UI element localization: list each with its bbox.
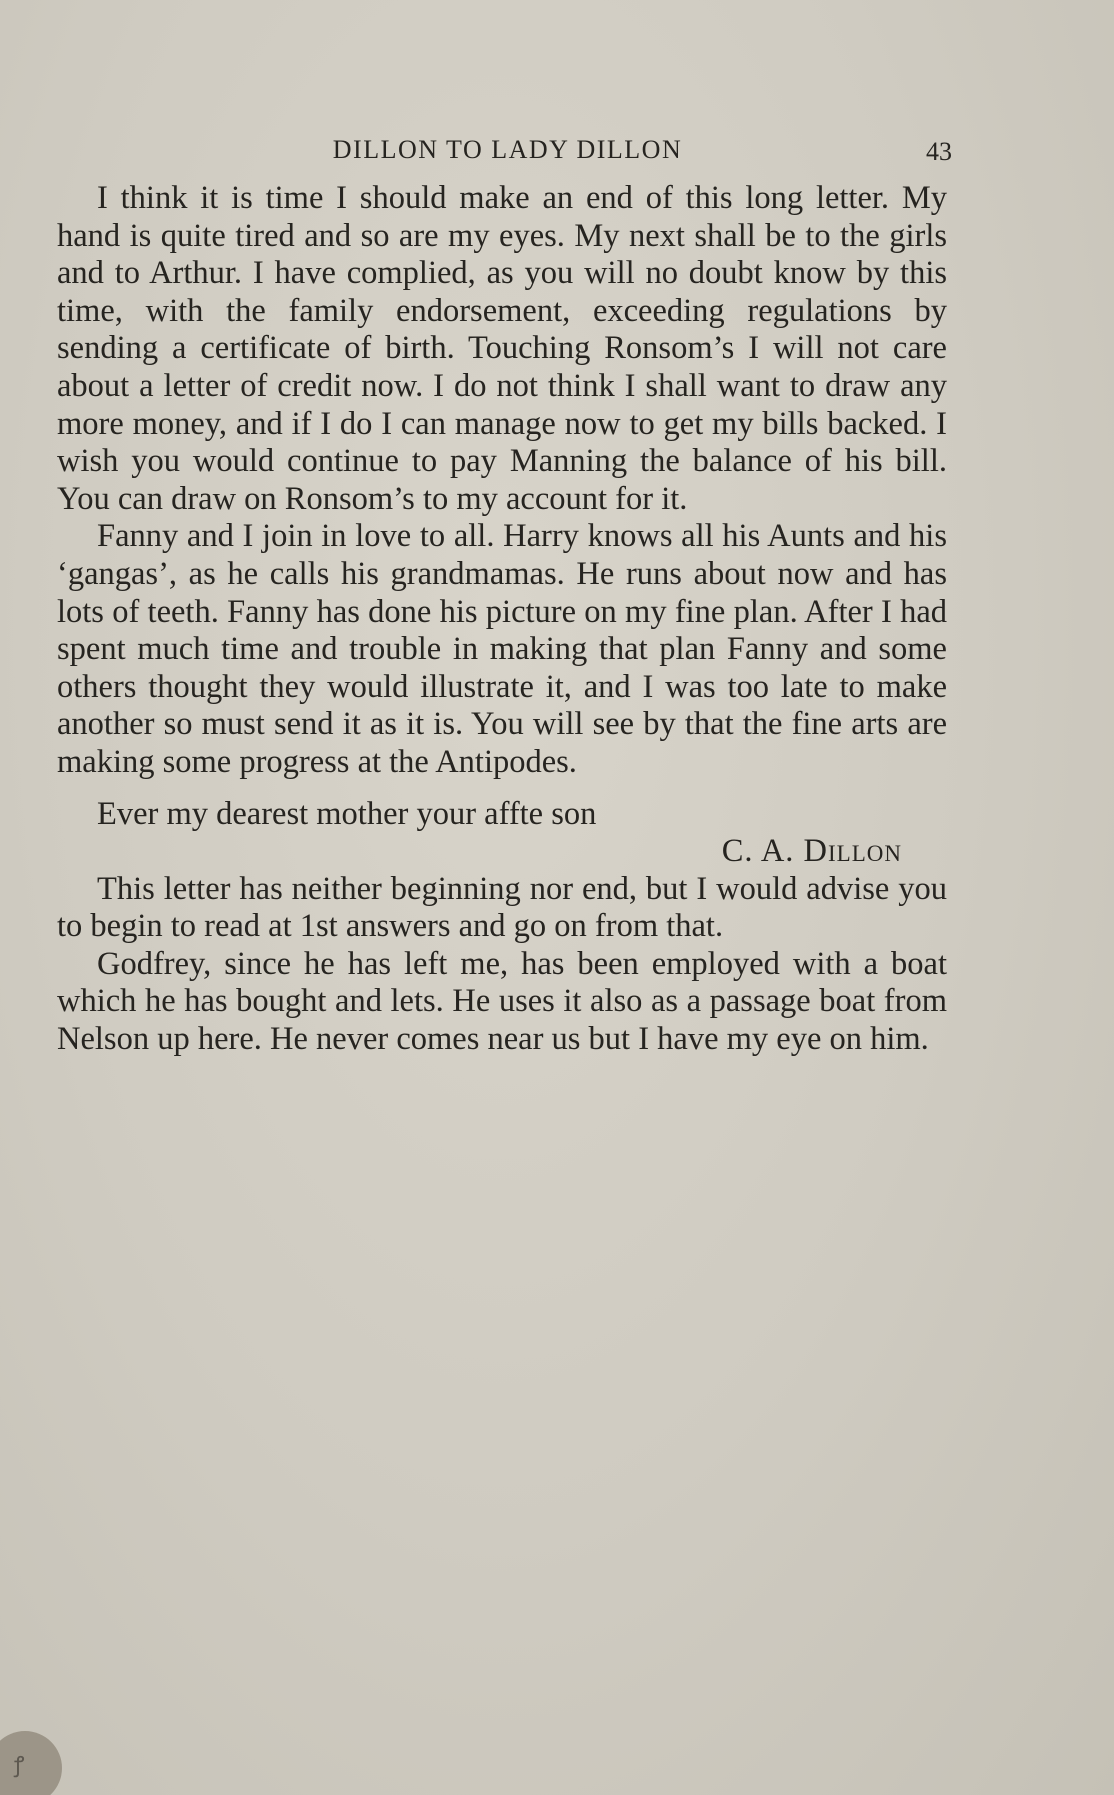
closing-line: Ever my dearest mother your affte son: [97, 795, 597, 832]
running-head: [55, 135, 950, 171]
signature: C. A. Dillon: [721, 833, 902, 870]
stamp-mark-icon: ꝭ: [14, 1753, 25, 1778]
running-title: DILLON TO LADY DILLON: [332, 135, 683, 164]
letter-body: [57, 180, 947, 1059]
postscript-1: This letter has neither beginning nor end, but I would advise you to begin to read at 1st answers and go on from that.: [57, 870, 947, 945]
postscript-2: Godfrey, since he has left me, has been employed with a boat which he has bought and lets. He uses it also as a passage boat from Nelson up here. He never comes near us but I have my eye on him.: [57, 945, 947, 1058]
paragraph-2: Fanny and I join in love to all. Harry knows all his Aunts and his ‘gangas’, as he calls his grandmamas. He runs about now and has lots of teeth. Fanny has done his picture on my fine plan. After I had spent much time and trouble in making that plan Fanny and some others thought they would illustrate it, and I was too late to make another so must send it as it is. You will see by that the fine arts are making some progress at the Antipodes.: [57, 518, 947, 780]
library-stamp-icon: [0, 1731, 62, 1795]
page-number: 43: [926, 137, 952, 166]
paragraph-1: I think it is time I should make an end of this long letter. My hand is quite tired and so are my eyes. My next shall be to the girls and to Arthur. I have complied, as you will no doubt know by this time, with the family endorsement, exceeding regulations by sending a certificate of birth. Touching Ronsom’s I will not care about a letter of credit now. I do not think I shall want to draw any more money, and if I do I can manage now to get my bills backed. I wish you would continue to pay Manning the balance of his bill. You can draw on Ronsom’s to my account for it.: [57, 180, 947, 517]
